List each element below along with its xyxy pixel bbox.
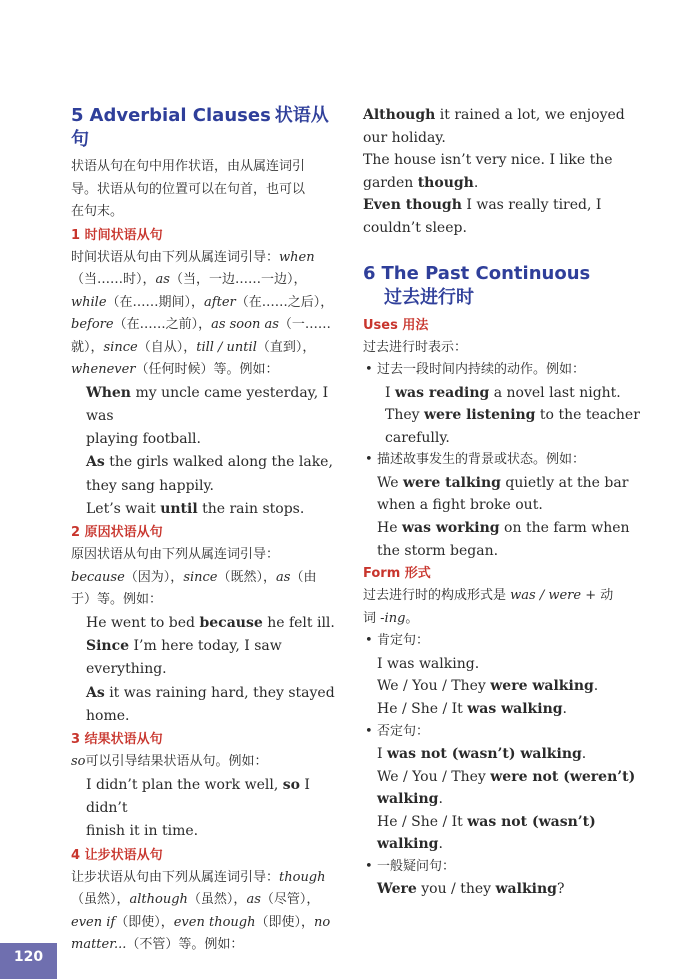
section-title-cn: 状语从句 — [71, 105, 329, 150]
text-line — [71, 382, 339, 429]
text-line — [377, 878, 663, 901]
intro-line: 状语从句在句中用作状语，由从属连词引 — [71, 159, 306, 174]
form-description — [363, 585, 663, 630]
text-line — [363, 217, 663, 240]
bold-text: was not (wasn’t) walking — [386, 746, 582, 762]
text-segment: （当，一边……一边）， — [169, 272, 307, 287]
concession-clause-description — [71, 867, 339, 957]
text-segment: He went to bed — [86, 614, 200, 631]
text-segment: garden — [363, 174, 418, 191]
left-column — [71, 104, 339, 957]
text-segment: 可以引导结果状语从句。例如： — [85, 754, 268, 770]
text-line — [377, 472, 663, 495]
text-segment: home. — [86, 707, 130, 724]
text-segment: I — [377, 746, 387, 762]
keyword-text: no — [313, 914, 331, 930]
subheading-concession: 4 让步状语从句 — [71, 847, 163, 863]
text-segment: 时间状语从句由下列从属连词引导： — [71, 249, 280, 265]
text-segment: （虽然）， — [71, 892, 130, 908]
text-segment: （自从）， — [137, 339, 197, 355]
form-label: Form 形式 — [363, 566, 431, 582]
text-line — [71, 635, 339, 658]
bold-text: was working — [401, 520, 500, 537]
keyword-text: even if — [71, 914, 116, 930]
text-line — [377, 653, 663, 676]
time-clause-examples — [71, 382, 339, 522]
keyword-text: -ing — [380, 610, 406, 626]
text-segment: I didn’t — [86, 776, 310, 817]
text-segment: it was raining hard, they stayed — [104, 684, 335, 701]
text-segment: a novel last night. — [489, 384, 621, 401]
text-segment: everything. — [86, 661, 167, 678]
bold-text: walking — [377, 836, 439, 853]
text-line — [71, 774, 339, 821]
subheading-reason: 2 原因状语从句 — [71, 525, 163, 541]
text-segment: （在……之后）， — [235, 294, 334, 310]
bold-text: walking — [495, 881, 557, 898]
keyword-text: after — [204, 294, 236, 310]
text-line — [71, 682, 339, 705]
text-segment: （因为）， — [124, 569, 184, 585]
negative-examples — [363, 743, 663, 856]
text-segment: I was walking. — [377, 655, 480, 672]
keyword-text: before — [71, 317, 114, 332]
bold-text: When — [86, 384, 131, 401]
text-line — [377, 766, 663, 789]
keyword-text: since — [183, 569, 218, 585]
text-line — [377, 788, 663, 811]
text-line — [71, 337, 339, 360]
text-line — [71, 269, 339, 292]
text-line — [71, 912, 339, 935]
text-line — [71, 544, 339, 567]
text-line — [377, 494, 663, 517]
text-segment: finish it in time. — [86, 823, 199, 840]
text-segment: playing football. — [86, 431, 201, 448]
text-line — [71, 451, 339, 474]
text-line — [377, 698, 663, 721]
text-line — [385, 382, 663, 405]
text-segment: I didn’t plan the work well, — [86, 776, 283, 793]
section-number: 5 — [71, 105, 84, 126]
text-segment: it rained a lot, we enjoyed — [435, 107, 625, 123]
text-segment: quietly at the bar — [500, 474, 629, 491]
bold-text: Were — [377, 881, 417, 898]
bullet-icon: • — [365, 452, 373, 468]
keyword-text: as — [246, 892, 261, 908]
text-segment: （在……期间）， — [106, 294, 205, 310]
uses-label: Uses 用法 — [363, 317, 429, 333]
text-line — [71, 705, 339, 728]
text-line — [71, 889, 339, 912]
bullet-item — [363, 856, 663, 879]
bullet-text: 过去一段时间内持续的动作。例如： — [377, 362, 586, 378]
text-segment: they sang happily. — [86, 477, 214, 494]
subheading-time: 1 时间状语从句 — [71, 227, 163, 243]
text-segment: （在……之前）， — [113, 317, 212, 332]
intro-line: 在句末。 — [71, 204, 124, 219]
text-line — [71, 589, 339, 612]
text-line — [363, 104, 663, 127]
right-column — [363, 104, 663, 901]
text-segment: when a fight broke out. — [377, 497, 543, 514]
text-line — [71, 247, 339, 270]
text-segment: （即使）， — [115, 914, 174, 930]
bold-text: As — [86, 684, 105, 701]
text-segment: 动 — [600, 588, 614, 604]
text-segment: . — [562, 700, 567, 717]
bold-text: As — [86, 454, 105, 471]
text-segment: （虽然）， — [187, 892, 247, 908]
text-line — [363, 172, 663, 195]
text-line — [377, 811, 663, 834]
section-5-title — [71, 104, 339, 152]
reason-clause-examples — [71, 612, 339, 728]
text-line — [377, 517, 663, 540]
text-segment: the rain stops. — [197, 500, 305, 517]
text-segment: （尽管）， — [260, 892, 320, 908]
text-segment: . — [438, 836, 443, 853]
bullet-text: 肯定句： — [377, 633, 430, 649]
text-segment: 让步状语从句由下列从属连词引导： — [71, 869, 280, 885]
bold-text: though — [417, 174, 474, 191]
text-line — [71, 658, 339, 681]
text-segment: （当……时）， — [71, 272, 156, 287]
question-examples — [363, 878, 663, 901]
text-segment: We — [377, 474, 403, 491]
uses-intro: 过去进行时表示： — [363, 339, 468, 355]
text-line — [71, 612, 339, 635]
text-segment: 原因状语从句由下列从属连词引导： — [71, 547, 280, 563]
keyword-text: when — [279, 249, 315, 265]
bold-text: were not (weren’t) — [490, 768, 636, 785]
text-segment: the storm began. — [377, 542, 499, 559]
bullet-text: 描述故事发生的背景或状态。例如： — [377, 452, 586, 468]
text-line — [363, 608, 663, 631]
bullet-item — [363, 721, 663, 744]
keyword-text: till / until — [196, 339, 257, 355]
section-6-title — [363, 262, 663, 310]
text-segment: our holiday. — [363, 129, 446, 146]
text-line — [71, 292, 339, 315]
keyword-text: while — [71, 294, 107, 310]
text-segment: （一…… — [278, 317, 331, 332]
concession-clause-examples — [363, 104, 663, 240]
bold-text: Although — [363, 107, 436, 123]
bullet-item — [363, 449, 663, 472]
bullet-text: 一般疑问句： — [377, 858, 456, 874]
text-segment: carefully. — [385, 429, 450, 446]
text-line — [385, 404, 663, 427]
text-segment: I — [385, 384, 395, 401]
section-title-cn: 过去进行时 — [384, 286, 474, 308]
past-continuous-examples-2 — [363, 472, 663, 562]
text-line — [71, 428, 339, 451]
keyword-text: was / were + — [510, 588, 601, 604]
keyword-text: even though — [173, 914, 256, 930]
intro-line: 导。状语从句的位置可以在句首，也可以 — [71, 181, 306, 197]
section-title-en: The Past Continuous — [381, 262, 591, 284]
bold-text: was reading — [394, 384, 490, 401]
text-segment: He / She / It — [377, 700, 468, 717]
text-line — [71, 751, 339, 774]
bullet-item — [363, 359, 663, 382]
time-clause-description — [71, 247, 339, 382]
text-line — [385, 427, 663, 450]
text-line — [363, 585, 663, 608]
bold-text: until — [160, 500, 198, 517]
text-line — [377, 675, 663, 698]
bold-text: was not (wasn’t) — [467, 813, 596, 830]
bullet-icon: • — [365, 723, 373, 739]
text-line — [377, 540, 663, 563]
keyword-text: although — [129, 892, 188, 908]
keyword-text: matter... — [71, 937, 127, 953]
bold-text: was walking — [467, 700, 563, 717]
text-line — [377, 743, 663, 766]
text-segment: 过去进行时的构成形式是 — [363, 588, 511, 604]
keyword-text: whenever — [71, 362, 136, 377]
text-segment: you / they — [416, 881, 496, 898]
result-clause-examples — [71, 774, 339, 844]
keyword-text: because — [71, 569, 125, 585]
text-segment: couldn’t sleep. — [363, 219, 467, 236]
bullet-icon: • — [365, 858, 373, 874]
text-line — [71, 475, 339, 498]
text-segment: to the teacher — [535, 407, 640, 424]
text-segment: I was really tired, I — [461, 197, 602, 214]
bold-text: were walking — [490, 678, 594, 695]
text-line — [71, 867, 339, 890]
reason-clause-description — [71, 544, 339, 612]
section-title-en: Adverbial Clauses — [89, 105, 271, 126]
text-segment: （即使）， — [255, 914, 314, 930]
past-continuous-examples-1 — [363, 382, 663, 450]
bold-text: were listening — [424, 407, 536, 424]
bullet-item — [363, 630, 663, 653]
bold-text: so — [282, 776, 300, 793]
text-segment: 于）等。例如： — [71, 592, 163, 608]
text-segment: （直到）， — [256, 339, 316, 355]
text-segment: （不管）等。例如： — [126, 937, 244, 953]
bold-text: were talking — [402, 474, 501, 491]
text-segment: . — [473, 174, 479, 191]
text-line — [363, 149, 663, 172]
text-line — [71, 934, 339, 957]
text-segment: They — [385, 407, 424, 424]
text-segment: We / You / They — [377, 768, 491, 785]
affirmative-examples — [363, 653, 663, 721]
bold-text: walking — [377, 791, 439, 808]
text-line — [363, 194, 663, 217]
page-number: 120 — [0, 943, 57, 979]
text-line — [71, 567, 339, 590]
bullet-text: 否定句： — [377, 723, 430, 739]
text-segment: He — [377, 520, 402, 537]
section-number: 6 — [363, 262, 376, 284]
text-segment: the girls walked along the lake, — [104, 454, 333, 471]
text-segment: （任何时候）等。例如： — [135, 362, 279, 377]
subheading-result: 3 结果状语从句 — [71, 732, 163, 748]
text-line — [71, 359, 339, 382]
text-line — [71, 820, 339, 843]
text-segment: . — [438, 791, 443, 808]
text-segment: . — [593, 678, 599, 695]
text-line — [71, 498, 339, 521]
keyword-text: as — [276, 569, 291, 585]
result-clause-description — [71, 751, 339, 774]
text-segment: The house isn’t very nice. I like the — [363, 152, 613, 169]
text-segment: 。 — [405, 610, 419, 626]
text-segment: . — [581, 746, 587, 762]
text-segment: （由 — [290, 569, 317, 585]
keyword-text: as — [155, 272, 170, 287]
keyword-text: so — [71, 754, 86, 770]
text-segment: on the farm when — [499, 520, 630, 537]
text-line — [363, 127, 663, 150]
text-line — [71, 314, 339, 337]
text-segment: 词 — [363, 610, 381, 626]
keyword-text: as soon as — [211, 317, 279, 332]
text-segment: he felt ill. — [262, 614, 335, 631]
text-line — [377, 833, 663, 856]
text-segment: He / She / It — [377, 813, 468, 830]
bullet-icon: • — [365, 362, 373, 378]
text-segment: （既然）， — [217, 569, 277, 585]
text-segment: ? — [556, 881, 565, 898]
bullet-icon: • — [365, 633, 373, 649]
bold-text: Even though — [363, 197, 462, 214]
bold-text: because — [199, 614, 263, 631]
text-segment: We / You / They — [377, 678, 491, 695]
text-segment: Let’s wait — [86, 500, 161, 517]
text-segment: my uncle came yesterday, I was — [86, 384, 329, 424]
text-segment: I’m here today, I saw — [129, 638, 282, 655]
text-segment: 就）， — [71, 339, 104, 355]
keyword-text: though — [279, 869, 326, 885]
bold-text: Since — [86, 638, 130, 655]
keyword-text: since — [103, 339, 138, 355]
